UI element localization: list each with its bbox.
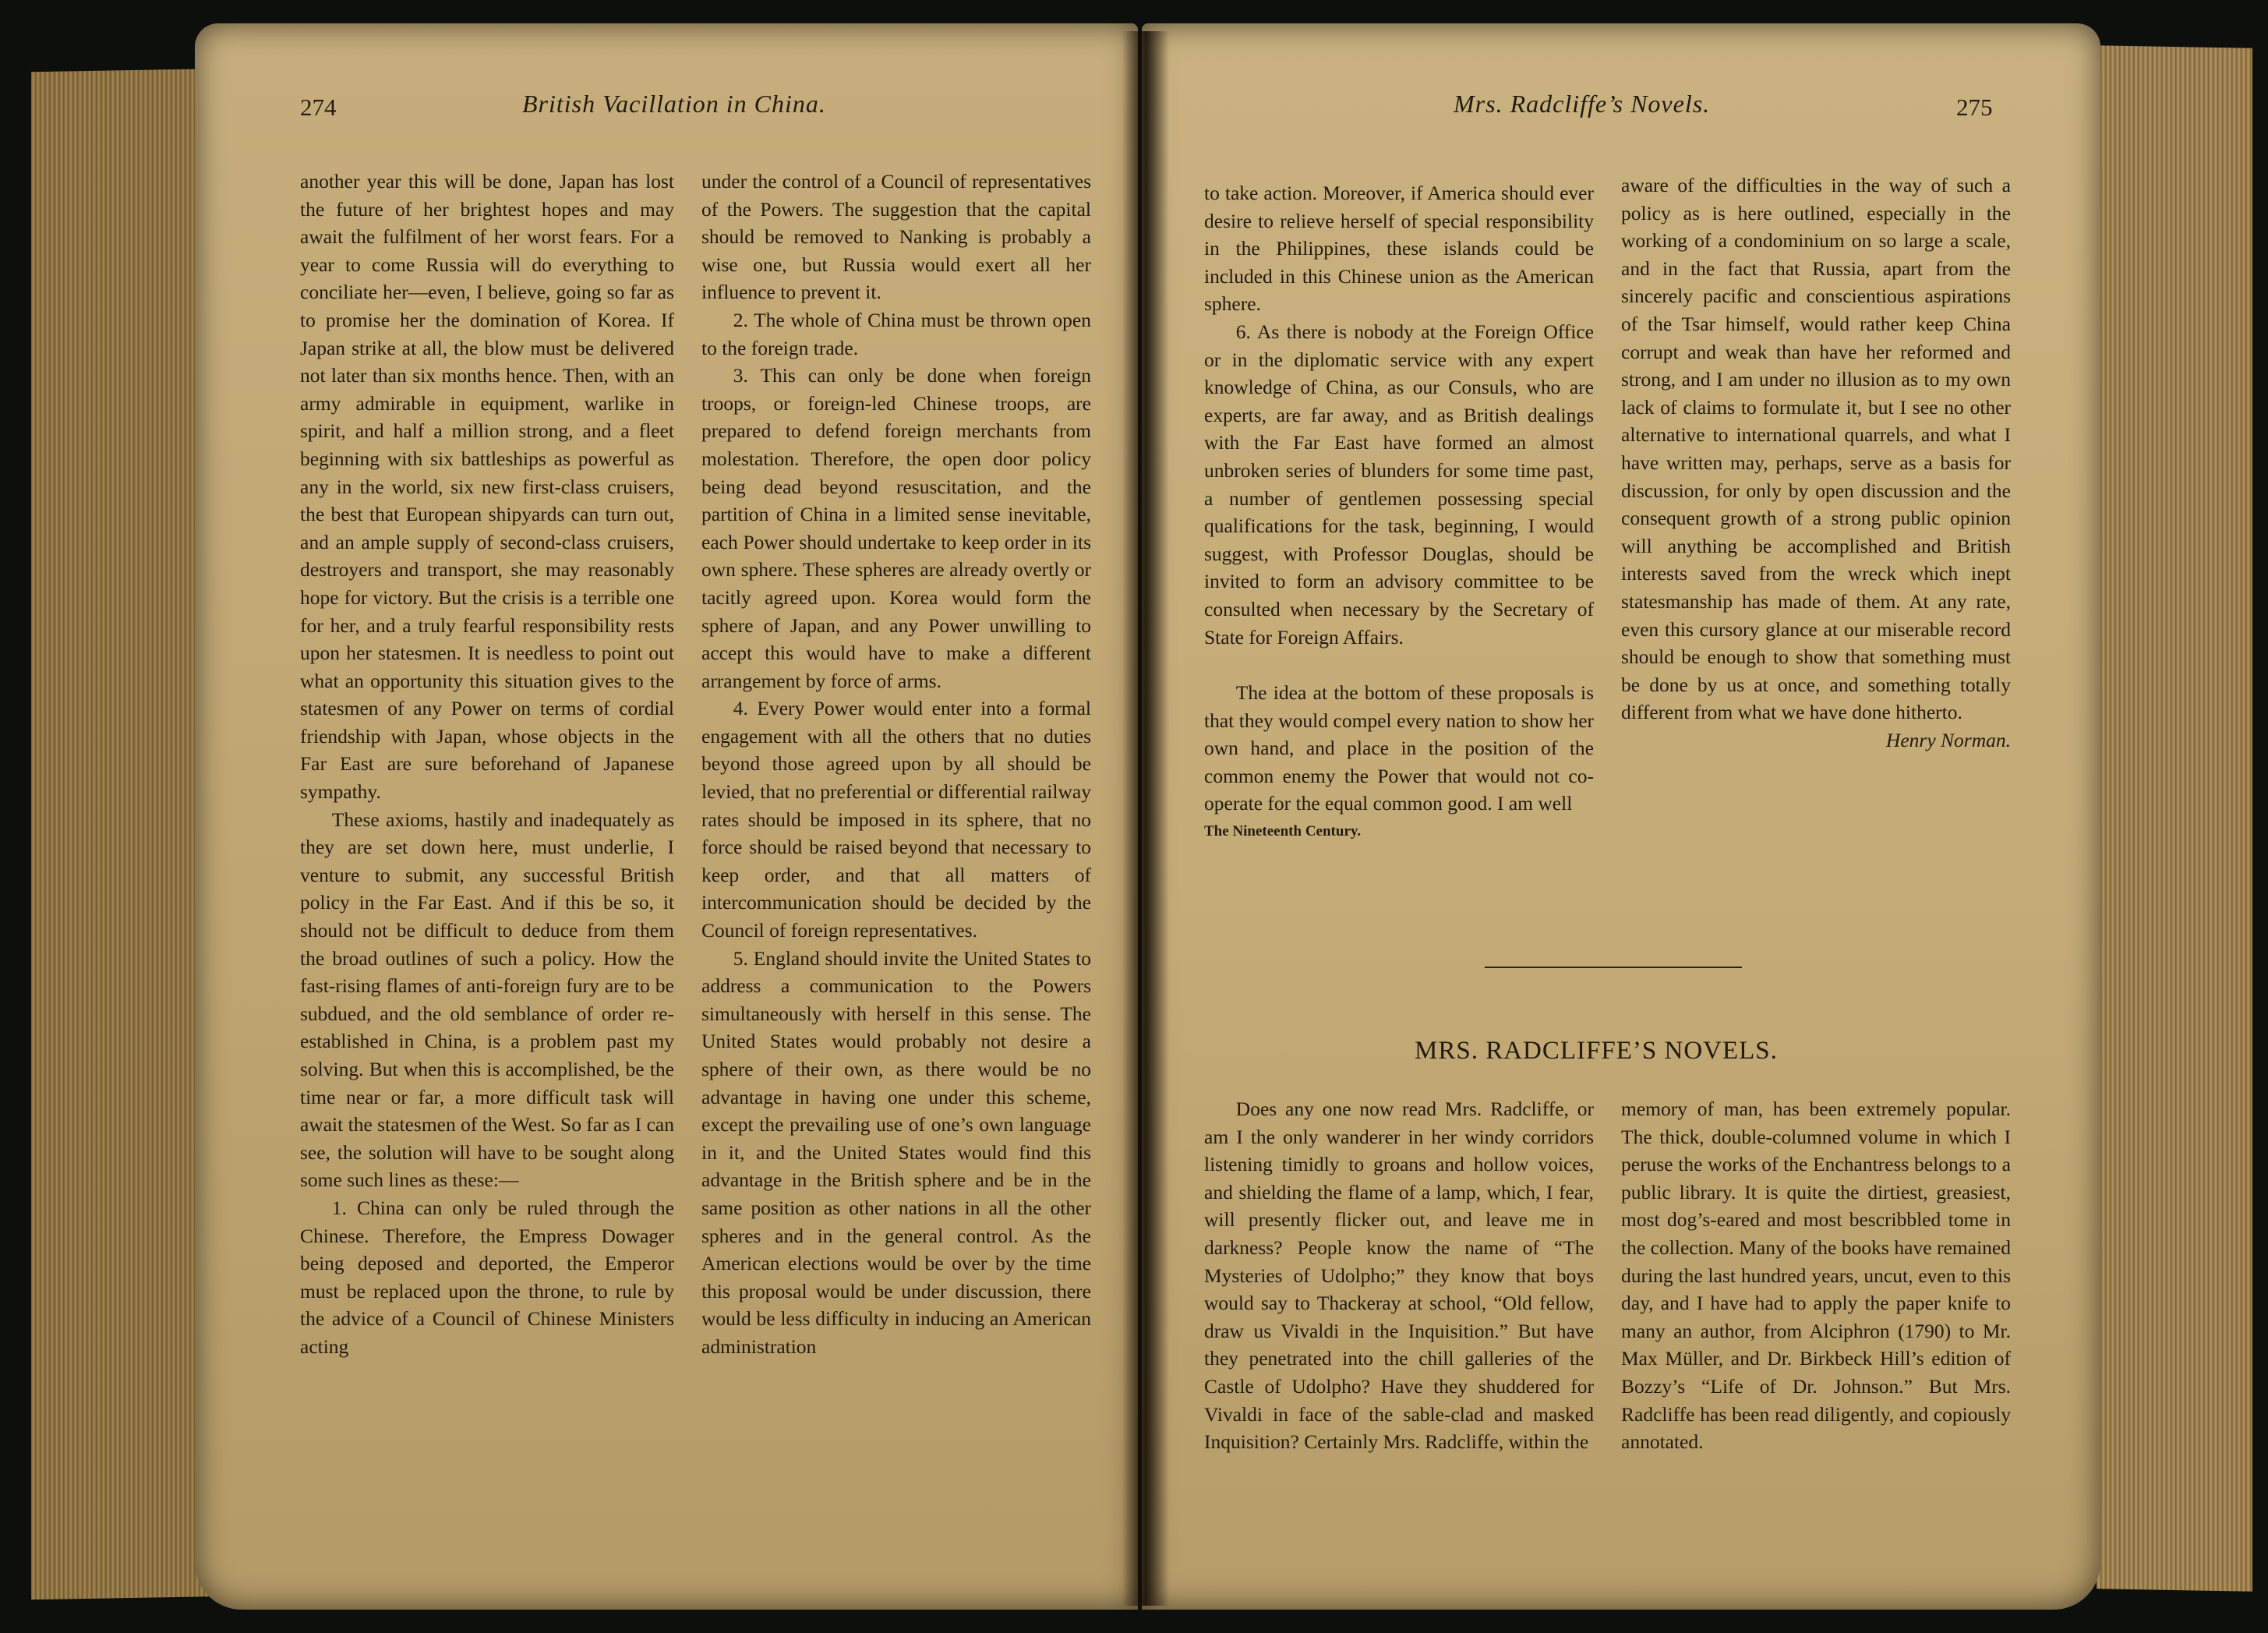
paragraph: memory of man, has been extremely popular. The thick, double-columned volume in which I peruse the works of the Enchantress belongs to a public library. It is quite the dirtiest, greasiest, most dog’s-eared and most bescribbled tome in the collection. Many of the books have remained during the last hundred years, uncut, even to this day, and I have had to apply the paper knife to many an author, from Alciphron (1790) to Mr. Max Müller, and Dr. Birkbeck Hill’s edition of Bozzy’s “Life of Dr. Johnson.” But Mrs. Radcliffe has been read diligently, and copiously annotated.: [1621, 1098, 2011, 1454]
article-column-2: [1621, 1095, 2011, 1456]
paragraph: under the control of a Council of representatives of the Powers. The suggestion that the capital should be removed to Nanking is probably a wise one, but Russia would exert all her influence to prevent it.: [701, 170, 1091, 304]
paragraph: another year this will be done, Japan has lost the future of her brightest hopes and may await the fulfilment of her worst fears. For a year to come Russia will do everything to conciliate her—even, I believe, going so far as to promise her the domination of Korea. If Japan strike at all, the blow must be delivered not later than six months hence. Then, with an army admirable in equipment, warlike in spirit, and half a million strong, and a fleet beginning with six battleships as powerful as any in the world, six new first-class cruisers, the best that European shipyards can turn out, and an ample supply of second-class cruisers, destroyers and transport, she may reasonably hope for victory. But the crisis is a terrible one for her, and a truly fearful responsibility rests upon her statesmen. It is needless to point out what an opportunity this situation gives to the statesmen of any Power on terms of cordial friendship with Japan, whose objects in the Far East are sure beforehand of Japanese sympathy.: [300, 170, 674, 804]
running-head-right: Mrs. Radcliffe’s Novels.: [1454, 90, 1711, 118]
paragraph: 2. The whole of China must be thrown open to the foreign trade.: [701, 308, 1091, 359]
right-page: [1142, 23, 2100, 1610]
left-page: [195, 23, 1138, 1610]
author-signature: Henry Norman.: [1885, 728, 2011, 751]
paragraph: 1. China can only be ruled through the Chinese. Therefore, the Empress Dowager being deposed and deported, the Emperor must be replaced upon the throne, to rule by the advice of a Council of Chinese Ministers acting: [300, 1196, 674, 1358]
page-number-right: 275: [1956, 94, 1993, 121]
paragraph: 3. This can only be done when foreign troops, or foreign-led Chinese troops, are prepared to defend foreign merchants from molestation. Therefore, the open door policy being dead beyond resuscitation, and the partition of China in a limited sense inevitable, each Power should undertake to keep order in its own sphere. These spheres are already overtly or tacitly agreed upon. Korea would form the sphere of Japan, and any Power unwilling to accept this would have to make a different arrangement by force of arms.: [701, 364, 1091, 692]
paragraph: 5. England should invite the United States to address a communication to the Powers simultaneously with herself in this sense. The United States would probably not desire a sphere of their own, as there would be no advantage in having one under this scheme, except the prevailing use of one’s own language in it, and the United States would find this advantage in the British sphere and be in the same position as other nations in all the other spheres and in the general control. As the American elections would be over by the time this proposal would be under discussion, there would be less difficulty in inducing an American administration: [701, 946, 1091, 1358]
running-head-left: British Vacillation in China.: [522, 90, 826, 118]
left-column-1: [300, 168, 674, 1361]
section-divider: [1485, 967, 1742, 968]
article-title: MRS. RADCLIFFE’S NOVELS.: [1415, 1037, 1778, 1065]
paragraph: 6. As there is nobody at the Foreign Office or in the diplomatic service with any expert knowledge of China, as our Consuls, who are experts, are far away, and as British dealings with the Far East have formed an almost unbroken series of blunders for some time past, a number of gentlemen possessing special qualifications for the task, beginning, I would suggest, with Professor Douglas, should be invited to form an advisory committee to be consulted when necessary by the Secretary of State for Foreign Affairs.: [1204, 320, 1594, 649]
right-column-1: [1204, 179, 1594, 846]
book-gutter: [1122, 31, 1169, 1606]
paragraph: 4. Every Power would enter into a formal engagement with all the others that no duties beyond those agreed upon by all should be levied, that no preferential or differential railway rates should be imposed in its sphere, that no force should be raised beyond that necessary to keep order, and that all matters of intercommunication should be decided by the Council of foreign representatives.: [701, 697, 1091, 942]
paragraph: Does any one now read Mrs. Radcliffe, or am I the only wanderer in her windy corridors listening timidly to groans and hollow voices, and shielding the flame of a lamp, which, I fear, will presently flicker out, and leave me in darkness? People know the name of “The Mysteries of Udolpho;” they know that boys would say to Thackeray at school, “Old fellow, draw us Vivaldi in the Inquisition.” But have they penetrated into the chill galleries of the Castle of Udolpho? Have they shuddered for Vivaldi in face of the sable-clad and masked Inquisition? Certainly Mrs. Radcliffe, within the: [1204, 1098, 1594, 1454]
paragraph: aware of the difficulties in the way of such a policy as is here outlined, especially in the working of a condominium on so large a scale, and in the fact that Russia, apart from the sincerely pacific and conscientious aspirations of the Tsar himself, would rather keep China corrupt and weak than have her reformed and strong, and I am under no illusion as to my own lack of claims to formulate it, but I see no other alternative to international quarrels, and what I have written may, perhaps, serve as a basis for discussion, for only by open discussion and the consequent growth of a strong public opinion will anything be accomplished and British interests saved from the wreck which inept statesmanship has made of them. At any rate, even this cursory glance at our miserable record should be enough to show that something must be done by us at once, and something totally different from what we have done hitherto.: [1621, 174, 2011, 724]
paragraph: to take action. Moreover, if America should ever desire to relieve herself of special responsibility in the Philippines, these islands could be included in this Chinese union as the American sphere.: [1204, 182, 1594, 316]
page-number-left: 274: [300, 94, 337, 121]
page-edges-right: [2097, 45, 2252, 1591]
paragraph: These axioms, hastily and inadequately as they are set down here, must underlie, I venture to submit, any successful British policy in the Far East. And if this be so, it should not be difficult to deduce from them the broad outlines of such a policy. How the fast-rising flames of anti-foreign fury are to be subdued, and the old semblance of order re-established in China, is a problem past my solving. But when this is accomplished, be the time near or far, a more difficult task will await the statesmen of the West. So far as I can see, the solution will have to be sought along some such lines as these:—: [300, 808, 674, 1192]
article-column-1: [1204, 1095, 1594, 1456]
left-column-2: [701, 168, 1091, 1361]
source-credit: The Nineteenth Century.: [1204, 823, 1362, 840]
paragraph: The idea at the bottom of these proposals is that they would compel every nation to show her own hand, and place in the position of the common enemy the Power that would not co-operate for the equal common good. I am well: [1204, 681, 1594, 815]
right-column-2: [1621, 171, 2011, 754]
